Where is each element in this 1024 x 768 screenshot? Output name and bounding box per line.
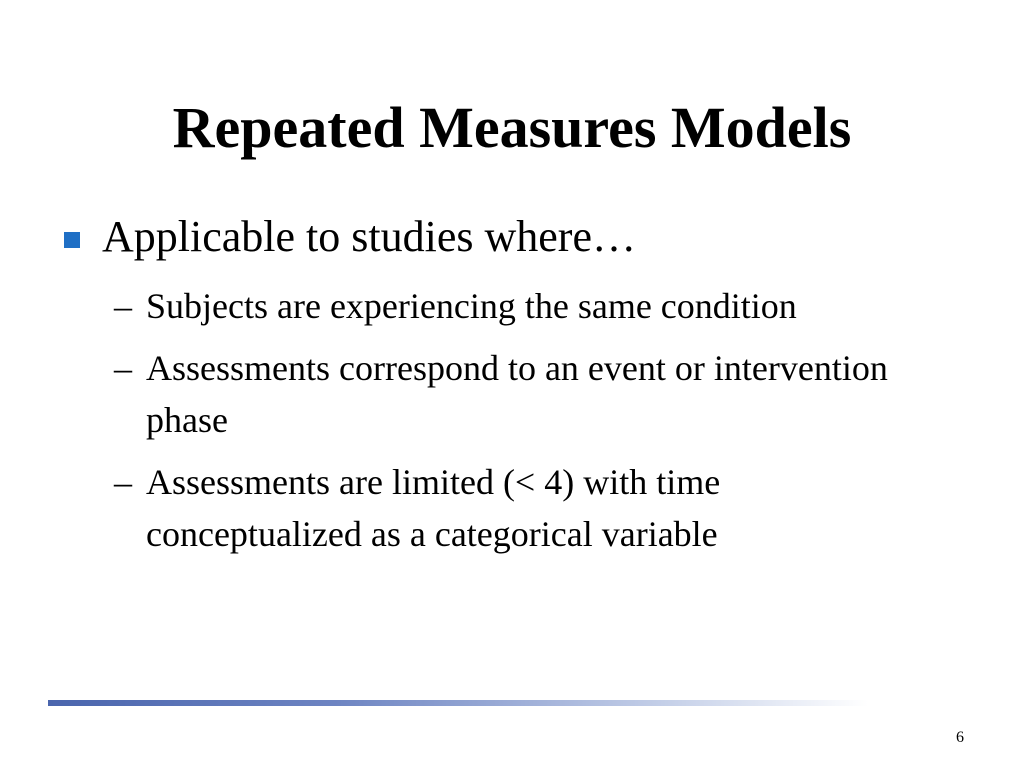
sub-bullet-text: Assessments are limited (< 4) with time conceptualized as a categorical variable [146, 462, 721, 554]
dash-bullet-icon: – [114, 462, 132, 502]
sub-bullet-list [114, 280, 894, 570]
slide-title: Repeated Measures Models [172, 95, 852, 160]
sub-bullet-item [114, 342, 894, 446]
sub-bullet-item [114, 456, 894, 560]
sub-bullet-item [114, 280, 894, 332]
dash-bullet-icon: – [114, 286, 132, 326]
sub-bullet-text: Subjects are experiencing the same condition [146, 286, 797, 326]
main-bullet-text: Applicable to studies where… [102, 212, 636, 261]
square-bullet-icon [64, 232, 80, 248]
page-number: 6 [956, 729, 964, 746]
sub-bullet-text: Assessments correspond to an event or intervention phase [146, 348, 888, 440]
dash-bullet-icon: – [114, 348, 132, 388]
footer-divider [48, 700, 868, 706]
